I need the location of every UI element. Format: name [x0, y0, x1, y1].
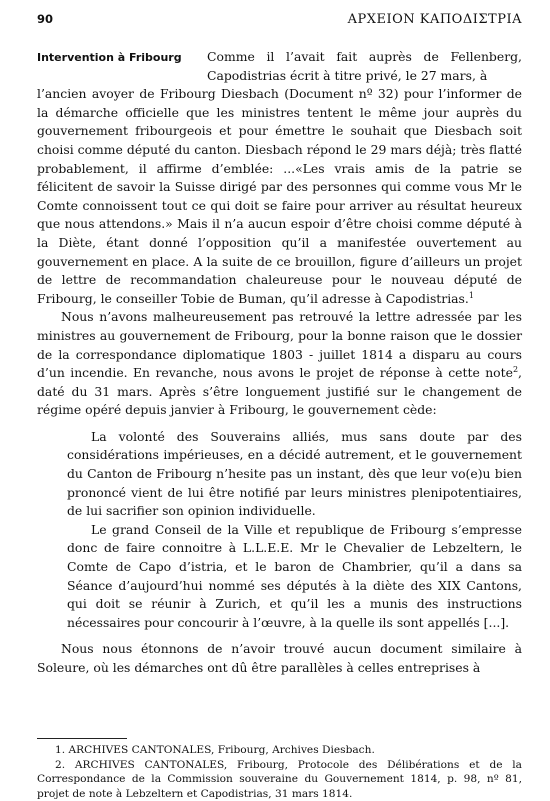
running-head	[37, 12, 522, 34]
lead-paragraph	[37, 48, 522, 85]
paragraph-2	[37, 308, 522, 420]
paragraph-3: Nous nous étonnons de n’avoir trouvé aucun document similaire à Soleure, où les démarches ont dû être parallèles à celles entreprises à	[37, 640, 522, 677]
body-text	[37, 48, 522, 678]
page	[37, 12, 522, 678]
running-title: ΑΡΧΕΙΟΝ ΚΑΠΟΔΙΣΤΡΙΑ	[348, 12, 522, 27]
page-number: 90	[37, 12, 53, 26]
block-quote	[67, 428, 522, 633]
footnotes	[37, 738, 522, 801]
section-sidehead: Intervention à Fribourg	[37, 48, 207, 85]
paragraph-2-text-b: , daté du 31 mars. Après s’être longuement justifié sur le changement de régime opéré depuis janvier à Fribourg, le gouvernement cède:	[37, 365, 522, 417]
footnote-1: 1. ARCHIVES CANTONALES, Fribourg, Archives Diesbach.	[37, 743, 522, 758]
paragraph-1-lead: Comme il l’avait fait auprès de Fellenberg, Capodistrias écrit à titre privé, le 27 mars, à	[207, 48, 522, 85]
footnote-ref-1: 1	[469, 291, 474, 300]
footnote-2: 2. ARCHIVES CANTONALES, Fribourg, Protocole des Délibérations et de la Correspondance de la Commission souveraine du Gouvernement 1814, p. 98, nº 81, projet de note à Lebzeltern et Capodistrias, 31 mars 1814.	[37, 758, 522, 801]
footnote-rule	[37, 738, 127, 739]
paragraph-2-text-a: Nous n’avons malheureusement pas retrouvé la lettre adressée par les ministres au gouvernement de Fribourg, pour la bonne raison que le dossier de la correspondance diplomatique 1803 - juillet 1814 a disparu au cours d’un incendie. En revanche, nous avons le projet de réponse à cette note	[37, 309, 522, 380]
quote-paragraph-2: Le grand Conseil de la Ville et republique de Fribourg s’empresse donc de faire connoitre à L.L.E.E. Mr le Chevalier de Lebzeltern, le Comte de Capo d’istria, et le baron de Chambrier, qu’il a dans sa Séance d’aujourd’hui nommé ses députés à la diète des XIX Cantons, qui doit se réunir à Zurich, et qu’il les a munis des instructions nécessaires pour concourir à l’œuvre, à la quelle ils sont appellés [...].	[67, 521, 522, 633]
quote-paragraph-1: La volonté des Souverains alliés, mus sans doute par des considérations impérieuses, en a décidé autrement, et le gouvernement du Canton de Fribourg n’hesite pas un instant, dès que leur vo(e)u bien prononcé vient de lui être notifié par leurs ministres plenipotentiaires, de lui sacrifier son opinion individuelle.	[67, 428, 522, 521]
footnote-ref-2: 2	[513, 365, 518, 374]
paragraph-1	[37, 85, 522, 308]
paragraph-1-text: l’ancien avoyer de Fribourg Diesbach (Document nº 32) pour l’informer de la démarche officielle que les ministres tentent le même jour auprès du gouvernement fribourgeois et pour émettre le souhait que Diesbach soit choisi comme député du canton. Diesbach répond le 29 mars déjà; très flatté probablement, il affirme d’emblée: ...«Les vrais amis de la patrie se félicitent de savoir la Suisse dirigé par des personnes qui comme vous Mr le Comte connoissent tout ce qui doit se faire pour arriver au résultat heureux que nous attendons.» Mais il n’a aucun espoir d’être choisi comme député à la Diète, étant donné l’opposition qu’il a manifestée ouvertement au gouvernement en place. A la suite de ce brouillon, figure d’ailleurs un projet de lettre de recommandation chaleureuse pour le nouveau député de Fribourg, le conseiller Tobie de Buman, qu’il adresse à Capodistrias.	[37, 86, 522, 306]
